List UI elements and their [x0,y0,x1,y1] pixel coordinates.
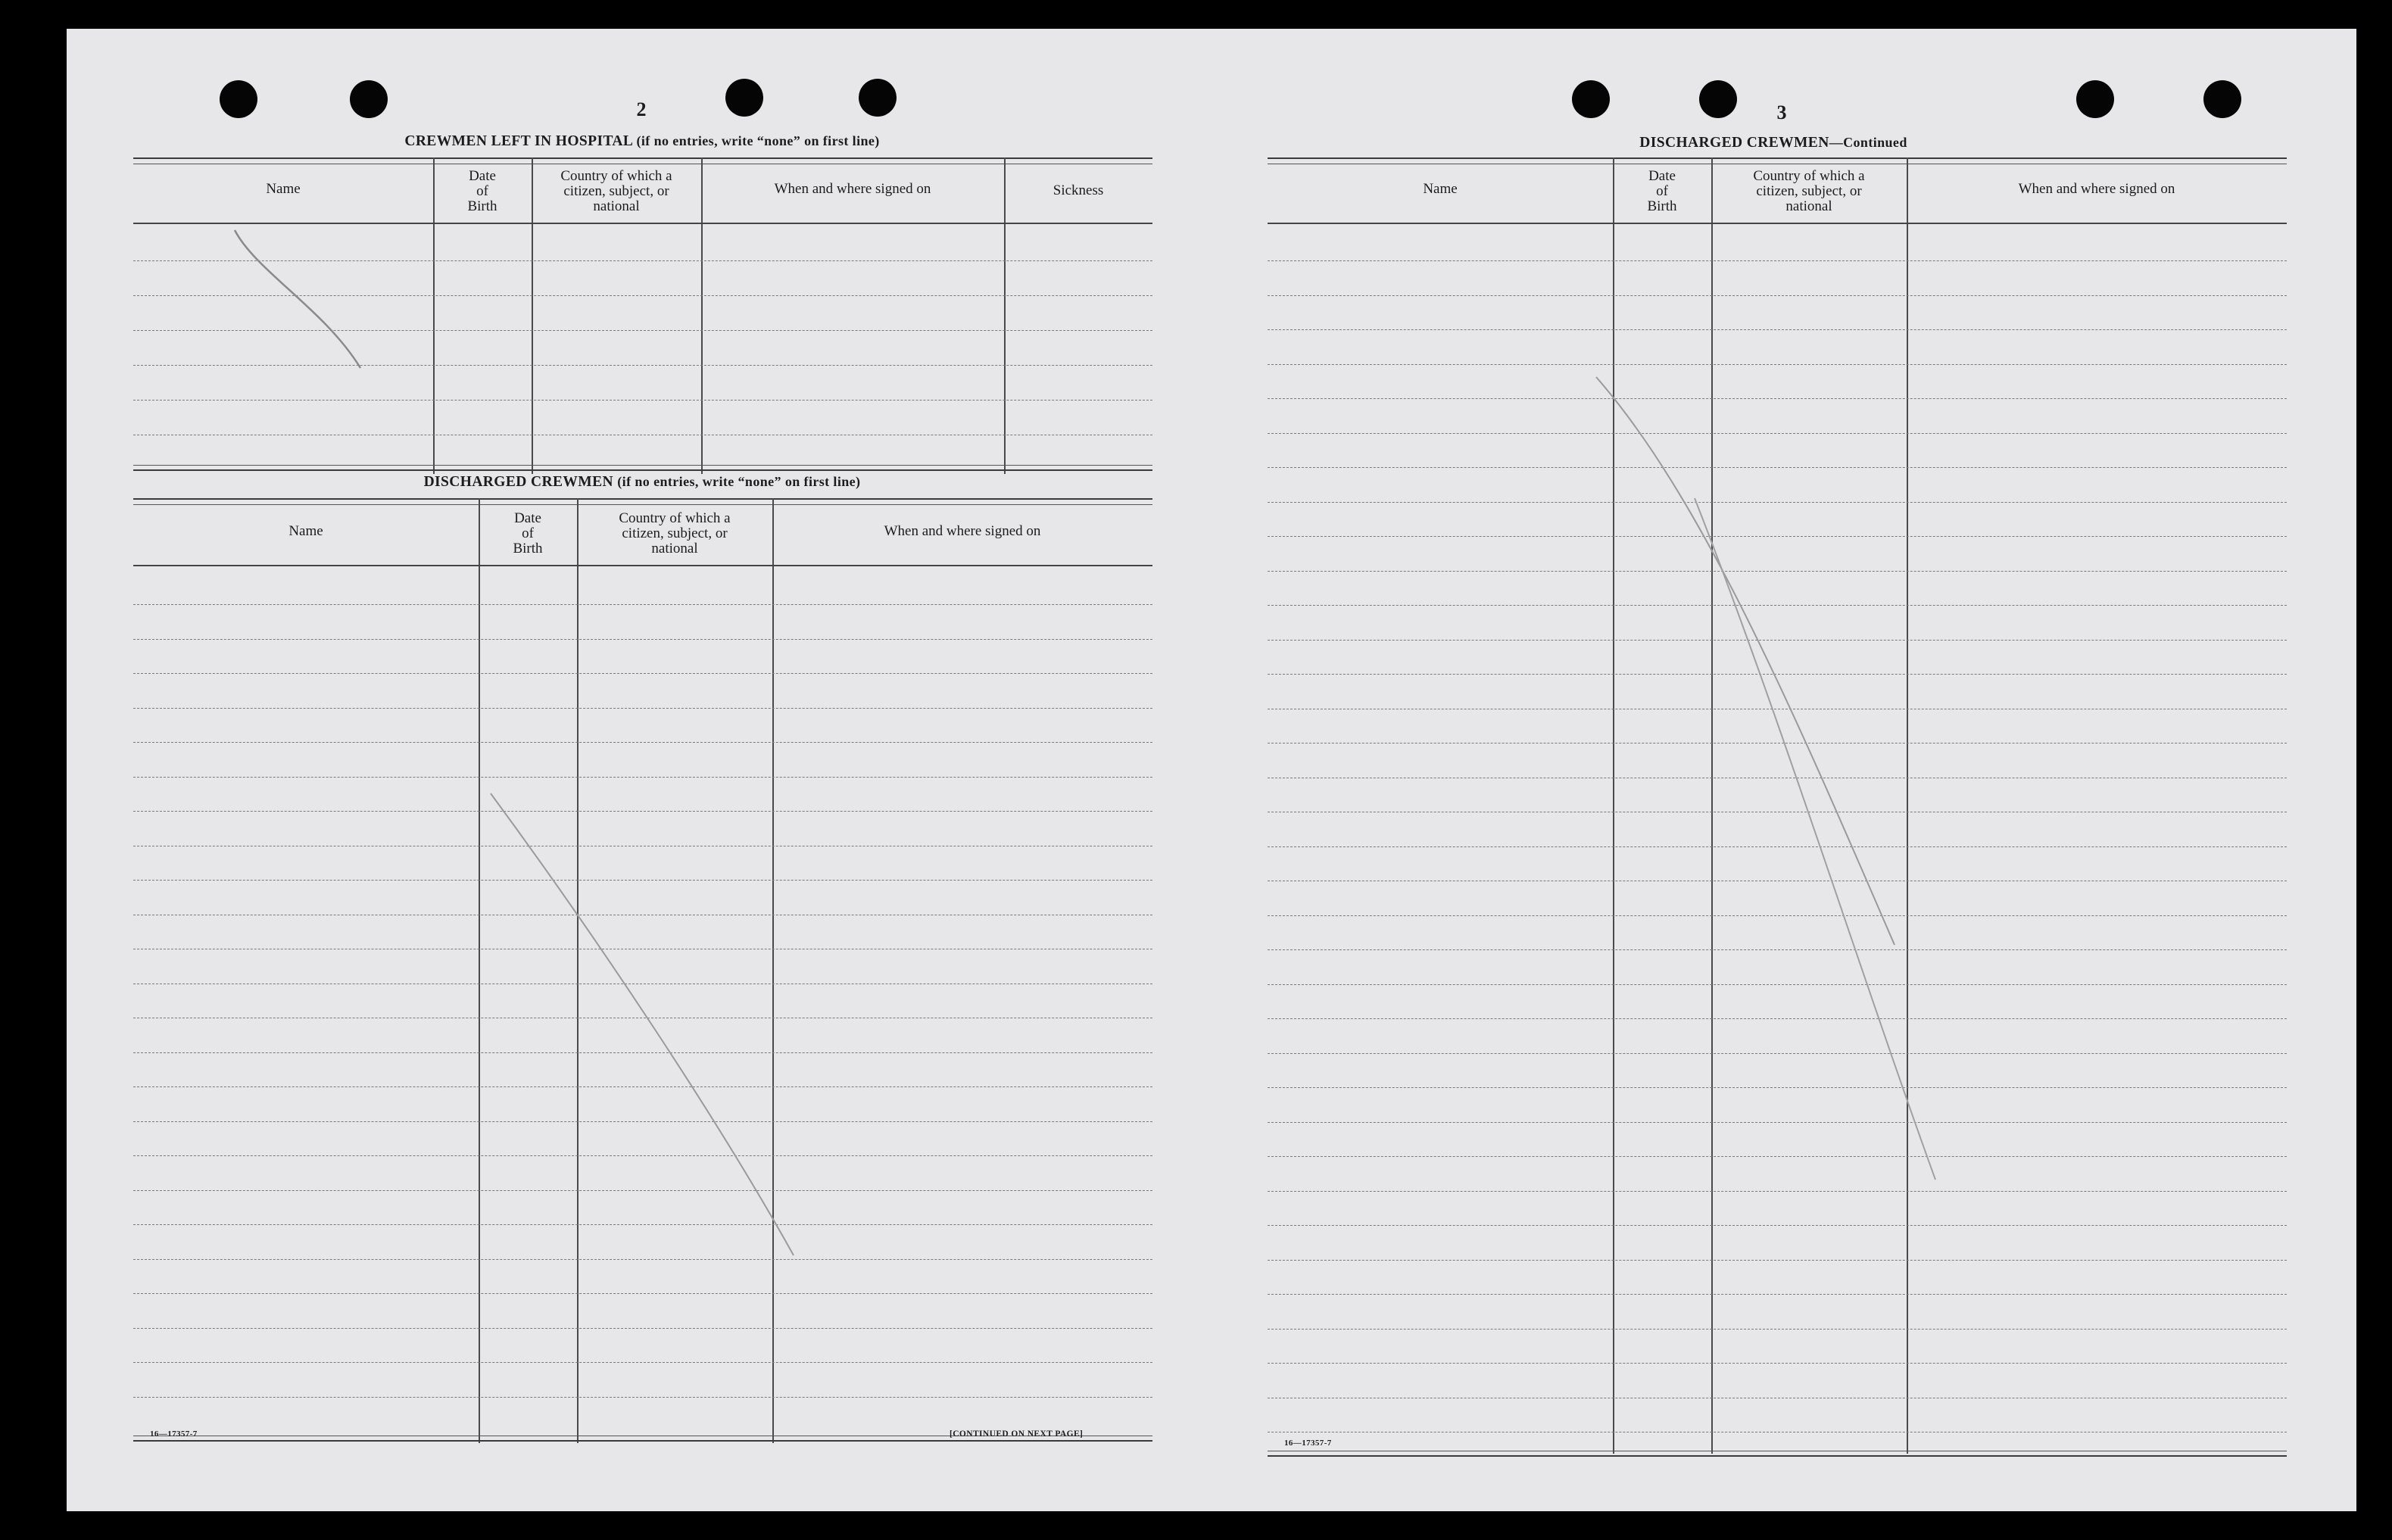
table-row [133,1052,1152,1053]
col-header-name: Name [288,523,323,539]
punch-hole [220,80,257,118]
table-row [1268,1260,2287,1261]
table-row [1268,1018,2287,1019]
table-row [1268,329,2287,330]
table-row [133,295,1152,296]
table-row [133,1155,1152,1156]
section-note: (if no entries, write “none” on first line) [617,474,861,489]
col-header-sickness: Sickness [1053,182,1104,198]
table-row [1268,915,2287,916]
table-row [1268,1087,2287,1088]
section-title-discharged [424,474,861,491]
table-row [133,400,1152,401]
table-row [1268,295,2287,296]
table-row [1268,1363,2287,1364]
table-row [133,260,1152,261]
table-row [133,777,1152,778]
form-number: 16—17357-7 [150,1429,198,1439]
table-row [1268,1225,2287,1226]
page-number: 2 [636,98,647,120]
discharged-continued-table [1268,157,2287,1464]
page-number: 3 [1776,101,1787,123]
table-row [1268,846,2287,847]
table-row [133,1397,1152,1398]
col-header-country: Country of which a citizen, subject, or national [560,168,672,214]
table-row [1268,605,2287,606]
scanned-form-spread [67,29,2356,1511]
table-row [133,365,1152,366]
table-row [1268,502,2287,503]
discharged-table [133,498,1152,1452]
punch-hole [725,79,763,117]
table-row [133,1121,1152,1122]
table-row [1268,364,2287,365]
table-row [133,742,1152,743]
continued-note: [CONTINUED ON NEXT PAGE] [950,1429,1084,1439]
table-row [1268,640,2287,641]
punch-hole [1572,80,1610,118]
table-row [1268,1294,2287,1295]
table-row [133,1190,1152,1191]
punch-hole [859,79,897,117]
table-row [1268,1053,2287,1054]
table-row [1268,571,2287,572]
table-row [133,330,1152,331]
hospital-table [133,157,1152,479]
section-title-suffix: —Continued [1829,135,1907,150]
table-row [1268,984,2287,985]
table-row [133,639,1152,640]
table-row [133,1293,1152,1294]
col-header-country: Country of which a citizen, subject, or national [619,510,731,556]
punch-hole [2076,80,2114,118]
section-title-discharged-continued [1639,135,1907,151]
table-row [1268,467,2287,468]
table-row [1268,398,2287,399]
table-row [1268,674,2287,675]
form-number: 16—17357-7 [1284,1439,1332,1448]
col-header-signed-on: When and where signed on [774,181,931,197]
col-header-name: Name [266,181,301,197]
table-row [133,708,1152,709]
table-row [133,604,1152,605]
table-row [1268,743,2287,744]
table-row [133,1086,1152,1087]
table-row [133,1259,1152,1260]
table-row [133,1224,1152,1225]
table-row [1268,1329,2287,1330]
table-row [133,673,1152,674]
col-header-signed-on: When and where signed on [2018,181,2175,197]
col-header-date-of-birth: Date of Birth [513,510,543,556]
table-row [133,880,1152,881]
punch-hole [350,80,388,118]
table-row [1268,260,2287,261]
table-row [1268,1156,2287,1157]
punch-hole [1699,80,1737,118]
col-header-date-of-birth: Date of Birth [467,168,497,214]
table-row [1268,433,2287,434]
table-row [1268,536,2287,537]
col-header-country: Country of which a citizen, subject, or national [1753,168,1865,214]
section-title-text: DISCHARGED CREWMEN [423,474,613,490]
col-header-date-of-birth: Date of Birth [1647,168,1677,214]
section-title-hospital [404,133,879,150]
section-note: (if no entries, write “none” on first line) [636,133,880,148]
col-header-signed-on: When and where signed on [884,523,1041,539]
table-row [133,811,1152,812]
table-row [1268,1122,2287,1123]
section-title-text: CREWMEN LEFT IN HOSPITAL [404,133,633,149]
section-title-text: DISCHARGED CREWMEN [1639,135,1829,151]
table-row [133,1362,1152,1363]
table-row [1268,1191,2287,1192]
table-row [133,1328,1152,1329]
punch-hole [2203,80,2241,118]
col-header-name: Name [1423,181,1458,197]
table-row [1268,949,2287,950]
